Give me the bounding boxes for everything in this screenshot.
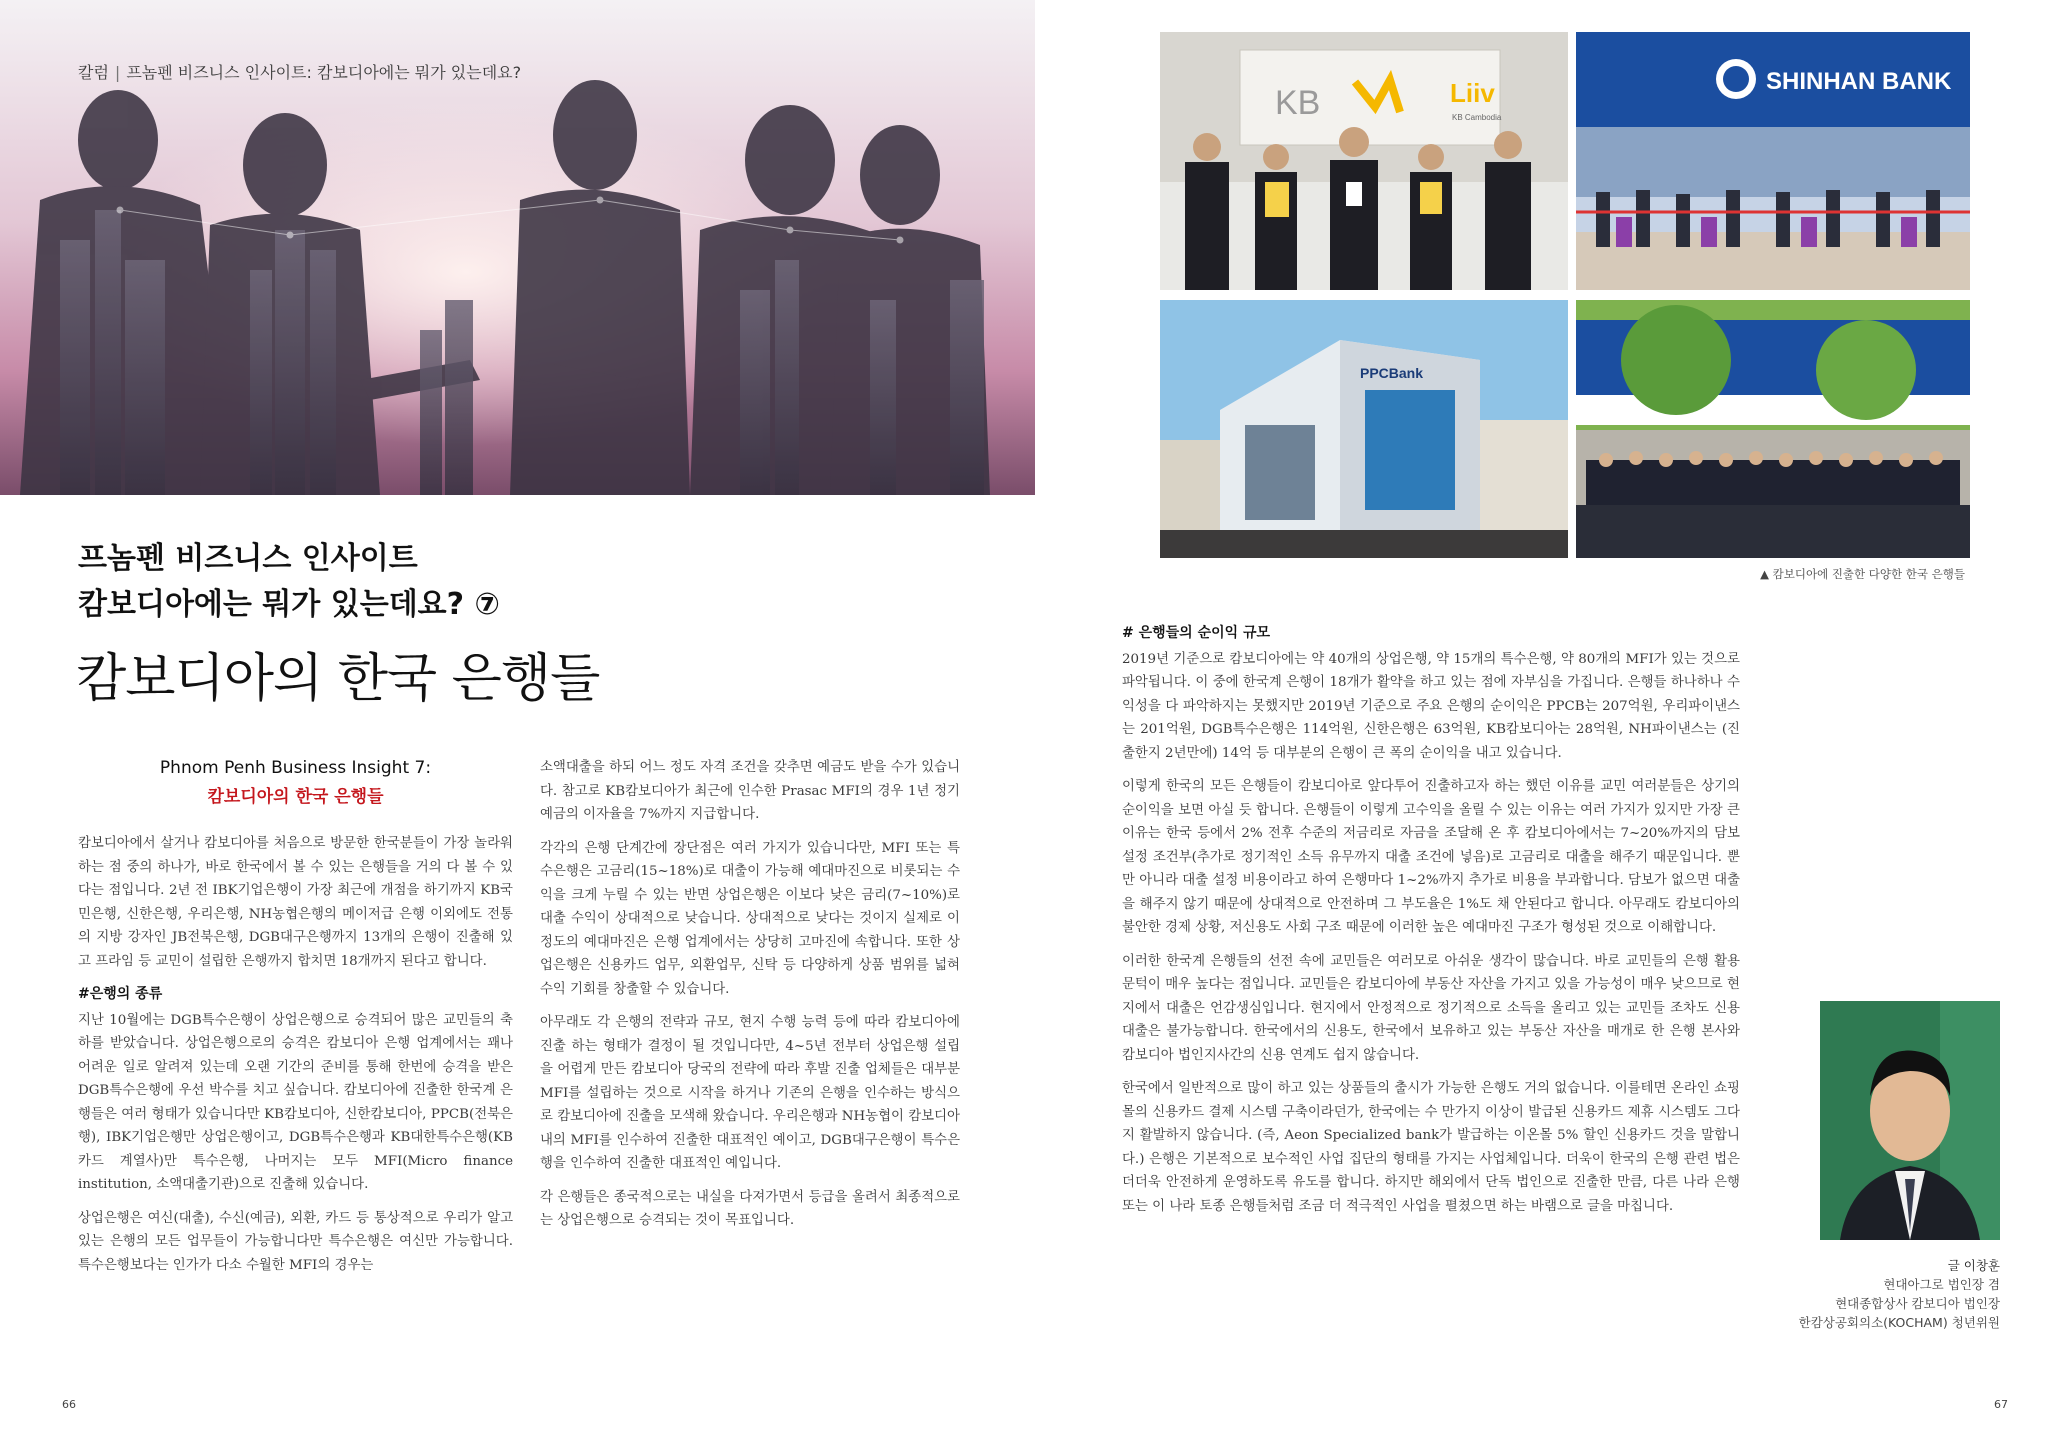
breadcrumb-section: 칼럼 [78, 63, 109, 82]
ppcbank-sign-text: PPCBank [1360, 365, 1424, 381]
author-title-line2: 현대종합상사 캄보디아 법인장 [1835, 1296, 2000, 1311]
hero-image [0, 0, 1035, 495]
article-column-2 [540, 756, 960, 1243]
series-title-line1: 프놈펜 비즈니스 인사이트 [78, 541, 418, 576]
section-heading-net-profit: # 은행들의 순이익 규모 [1122, 625, 1271, 641]
paragraph: 한국에서 일반적으로 많이 하고 있는 상품들의 출시가 가능한 은행도 거의 없습니다. 이를테면 온라인 쇼핑몰의 신용카드 결제 시스템 구축이라던가, 한국에는 수 만가지 이상이 발급된 신용카드 제휴 시스템도 그다지 활발하지 않습니다. (즉, Aeon Specialized bank가 발급하는 이온몰 5% 할인 신용카드 것을 말합니다.) 은행은 기본적으로 보수적인 사업 집단의 형태를 가지는 사업체입니다. 더욱이 한국의 은행 관련 법은 더더욱 안전하게 운영하도록 유도를 합니다. 하지만 해외에서 단독 법인으로 진출한 만큼, 다른 나라 은행 또는 이 나라 토종 은행들처럼 조금 더 적극적인 사업을 펼쳤으면 하는 바램으로 글을 마칩니다. [1122, 1081, 1740, 1214]
kb-sign-text: KB [1275, 84, 1321, 122]
paragraph: 캄보디아에서 살거나 캄보디아를 처음으로 방문한 한국분들이 가장 놀라워 하는 점 중의 하나가, 바로 한국에서 볼 수 있는 은행들을 거의 다 볼 수 있다는 점입니다. 2년 전 IBK기업은행이 가장 최근에 개점을 하기까지 KB국민은행, 신한은행, 우리은행, NH농협은행의 메이저급 은행 이외에도 전통의 지방 강자인 JB전북은행, DGB대구은행까지 13개의 은행이 진출해 있고 프라임 등 교민이 설립한 은행까지 합치면 18개까지 된다고 합니다. [78, 836, 513, 969]
liiv-sign-text: Liiv [1450, 78, 1495, 108]
paragraph: 아무래도 각 은행의 전략과 규모, 현지 수행 능력 등에 따라 캄보디아에 진출 하는 형태가 결정이 될 것입니다만, 4~5년 전부터 상업은행 설립을 어렵게 만든 캄보디아 당국의 전략에 따라 후발 진출 업체들은 대부분 MFI를 설립하는 것으로 시작을 하거나 기존의 은행을 인수하는 방식으로 캄보디아에 진출을 모색해 왔습니다. 우리은행과 NH농협이 캄보디아 내의 MFI를 인수하여 진출한 대표적인 예이고, DGB대구은행이 특수은행을 인수하여 진출한 대표적인 예입니다. [540, 1015, 960, 1171]
insight-heading-korean: 캄보디아의 한국 은행들 [207, 787, 384, 807]
insight-heading-english: Phnom Penh Business Insight 7: [159, 758, 432, 778]
breadcrumb-title: 프놈펜 비즈니스 인사이트: 캄보디아에는 뭐가 있는데요? [126, 63, 522, 82]
page-number-right: 67 [1994, 1398, 2008, 1411]
kb-cambodia-sign-text: KB Cambodia [1452, 113, 1502, 122]
author-title-line1: 현대아그로 법인장 겸 [1883, 1277, 2000, 1292]
shinhan-sign-text: SHINHAN BANK [1766, 68, 1952, 95]
author-photo [1820, 1001, 2000, 1240]
section-heading-bank-types: #은행의 종류 [78, 986, 163, 1002]
author-info [1770, 1256, 2000, 1332]
page-number-left: 66 [62, 1398, 76, 1411]
photo-caption: ▲ 캄보디아에 진출한 다양한 한국 은행들 [1760, 567, 1965, 581]
kb-bank-photo [1160, 32, 1568, 290]
shinhan-bank-photo [1576, 32, 1970, 290]
paragraph: 각 은행들은 종국적으로는 내실을 다져가면서 등급을 올려서 최종적으로는 상업은행으로 승격되는 것이 목표입니다. [540, 1189, 960, 1228]
author-name: 글 이창훈 [1947, 1258, 2000, 1273]
series-title [78, 536, 500, 628]
main-title: 캄보디아의 한국 은행들 [76, 649, 600, 709]
paragraph: 2019년 기준으로 캄보디아에는 약 40개의 상업은행, 약 15개의 특수은행, 약 80개의 MFI가 있는 것으로 파악됩니다. 이 중에 한국계 은행이 18개가 활약을 하고 있는 점에 자부심을 가집니다. 은행들 하나하나 수익성을 다 파악하지는 못했지만 2019년 기준으로 주요 은행의 순이익은 PPCB는 207억원, 우리파이낸스는 201억원, DGB특수은행은 114억원, 신한은행은 63억원, KB캄보디아는 28억원, NH파이낸스는 (진출한지 2년만에) 14억 등 대부분의 은행이 큰 폭의 순이익을 내고 있습니다. [1122, 651, 1740, 761]
series-title-line2: 캄보디아에는 뭐가 있는데요? ⑦ [78, 587, 500, 622]
bank-staff-group-photo [1576, 300, 1970, 558]
insight-heading [78, 758, 513, 807]
article-column-3 [1122, 616, 1740, 1228]
ppcbank-photo [1160, 300, 1568, 558]
paragraph: 이렇게 한국의 모든 은행들이 캄보디아로 앞다투어 진출하고자 하는 했던 이유를 교민 여러분들은 상기의 순이익을 보면 아실 듯 합니다. 은행들이 이렇게 고수익을 올릴 수 있는 이유는 여러 가지가 있지만 가장 큰 이유는 한국 등에서 2% 전후 수준의 저금리로 자금을 조달해 온 후 캄보디아에서는 7~20%까지의 담보 설정 조건부(추가로 정기적인 소득 유무까지 대출 조건에 넣음)로 고금리로 대출을 해주기 때문입니다. 뿐만 아니라 대출 설정 비용이라고 하여 은행마다 1~2%까지 추가로 비용을 부과합니다. 담보가 없으면 대출을 해주지 않기 때문에 상대적으로 안전하며 그 부도율은 1%도 채 안된다고 합니다. 아무래도 캄보디아의 불안한 경제 상황, 저신용도 사회 구조 때문에 이러한 높은 예대마진 구조가 형성된 것으로 이해합니다. [1122, 779, 1740, 935]
paragraph: 소액대출을 하되 어느 정도 자격 조건을 갖추면 예금도 받을 수가 있습니다. 참고로 KB캄보디아가 최근에 인수한 Prasac MFI의 경우 1년 정기 예금의 이자율을 7%까지 지급합니다. [540, 760, 960, 822]
breadcrumb [78, 60, 521, 83]
breadcrumb-separator: | [114, 63, 121, 82]
paragraph: 각각의 은행 단계간에 장단점은 여러 가지가 있습니다만, MFI 또는 특수은행은 고금리(15~18%)로 대출이 가능해 예대마진으로 비롯되는 수익을 크게 누릴 수 있는 반면 상업은행은 이보다 낮은 금리(7~10%)로 대출 수익이 상대적으로 낮습니다. 상대적으로 낮다는 것이지 실제로 이 정도의 예대마진은 은행 업계에서는 상당히 고마진에 속합니다. 또한 상업은행은 신용카드 업무, 외환업무, 신탁 등 다양하게 상품 범위를 넓혀 수익 기회를 창출할 수 있습니다. [540, 840, 960, 997]
paragraph: 상업은행은 여신(대출), 수신(예금), 외환, 카드 등 통상적으로 우리가 알고 있는 은행의 모든 업무들이 가능합니다만 특수은행은 여신만 가능합니다. 특수은행보다는 인가가 다소 수월한 MFI의 경우는 [78, 1210, 513, 1273]
paragraph: 지난 10월에는 DGB특수은행이 상업은행으로 승격되어 많은 교민들의 축하를 받았습니다. 상업은행으로의 승격은 캄보디아 은행 업계에서는 꽤나 어려운 일로 알려져 있는데 오랜 기간의 준비를 통해 한번에 승격을 받은 DGB특수은행에 우선 박수를 치고 싶습니다. 캄보디아에 진출한 한국계 은행들은 여러 형태가 있습니다만 KB캄보디아, 신한캄보디아, PPCB(전북은행), IBK기업은행만 상업은행이고, DGB특수은행과 KB대한특수은행(KB카드 계열사)만 특수은행, 나머지는 모두 MFI(Micro finance institution, 소액대출기관)으로 진출해 있습니다. [78, 1012, 513, 1192]
article-column-1 [78, 832, 513, 1287]
author-title-line3: 한캄상공회의소(KOCHAM) 청년위원 [1798, 1315, 2000, 1330]
paragraph: 이러한 한국계 은행들의 선전 속에 교민들은 여러모로 아쉬운 생각이 많습니다. 바로 교민들의 은행 활용 문턱이 매우 높다는 점입니다. 교민들은 캄보디아에 부동산 자산을 가지고 있을 가능성이 매우 낮으므로 현지에서 대출은 언감생심입니다. 현지에서 안정적으로 정기적으로 소득을 올리고 있는 교민들 조차도 신용 대출은 불가능합니다. 한국에서의 신용도, 한국에서 보유하고 있는 부동산 자산을 매개로 한 은행 본사와 캄보디아 법인지사간의 신용 연계도 쉽지 않습니다. [1122, 953, 1740, 1063]
